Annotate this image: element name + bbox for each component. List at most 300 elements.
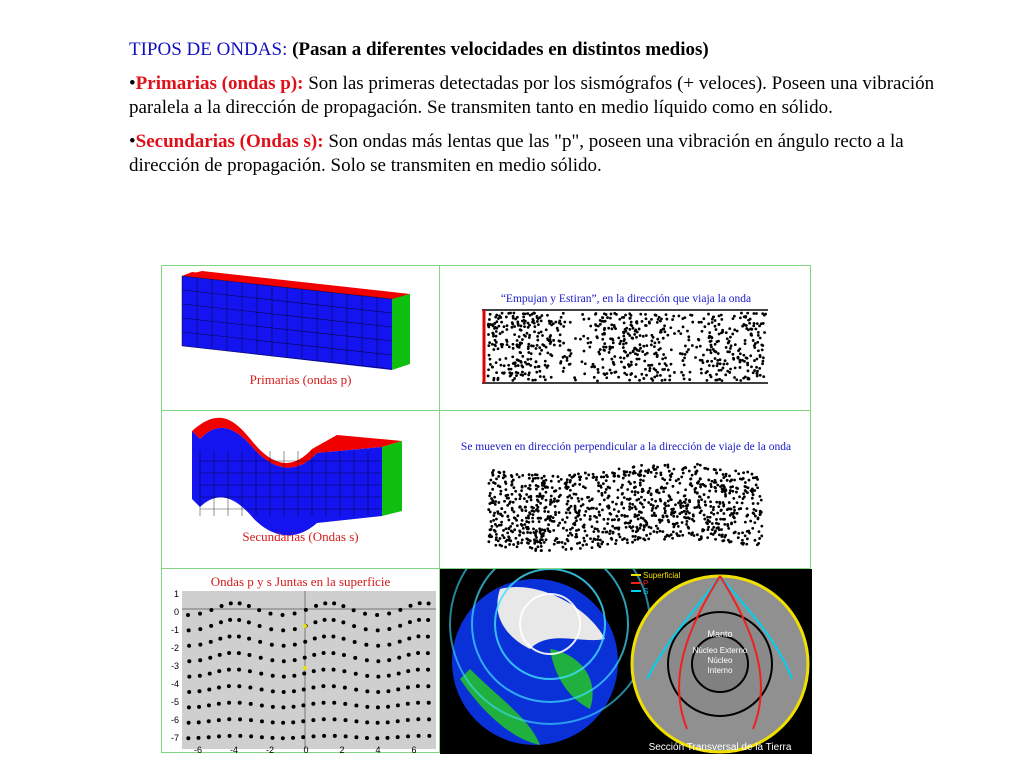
secundarias-label: Secundarias (Ondas s): bbox=[135, 130, 324, 152]
particle-dot bbox=[759, 355, 762, 358]
particle-dot bbox=[737, 349, 740, 352]
particle-dot bbox=[595, 476, 598, 479]
particle-dot bbox=[499, 537, 502, 540]
particle-dot bbox=[649, 487, 652, 490]
particle-dot bbox=[671, 318, 674, 321]
particle-dot bbox=[281, 613, 285, 617]
particle-dot bbox=[658, 362, 661, 365]
particle-dot bbox=[544, 364, 547, 367]
particle-dot bbox=[608, 532, 611, 535]
particle-dot bbox=[558, 339, 561, 342]
particle-dot bbox=[643, 499, 646, 502]
particle-dot bbox=[602, 471, 605, 474]
particle-dot bbox=[716, 359, 719, 362]
particle-dot bbox=[566, 356, 569, 359]
particle-dot bbox=[589, 325, 592, 328]
particle-dot bbox=[301, 735, 305, 739]
particle-dot bbox=[618, 468, 621, 471]
particle-dot bbox=[666, 534, 669, 537]
surface-plot bbox=[162, 569, 439, 754]
particle-dot bbox=[490, 520, 493, 523]
particle-dot bbox=[676, 515, 679, 518]
particle-dot bbox=[332, 684, 336, 688]
particle-dot bbox=[704, 467, 707, 470]
particle-dot bbox=[574, 510, 577, 513]
particle-dot bbox=[270, 643, 274, 647]
particle-dot bbox=[664, 362, 667, 365]
particle-dot bbox=[661, 530, 664, 533]
particle-dot bbox=[581, 313, 584, 316]
particle-dot bbox=[543, 475, 546, 478]
particle-dot bbox=[552, 475, 555, 478]
particle-dot bbox=[507, 364, 510, 367]
particle-dot bbox=[715, 328, 718, 331]
particle-dot bbox=[742, 354, 745, 357]
particle-dot bbox=[731, 353, 734, 356]
particle-dot bbox=[650, 493, 653, 496]
particle-dot bbox=[667, 463, 670, 466]
particle-dot bbox=[500, 321, 503, 324]
particle-dot bbox=[686, 510, 689, 513]
particle-dot bbox=[575, 529, 578, 532]
particle-dot bbox=[539, 316, 542, 319]
particle-dot bbox=[488, 482, 491, 485]
particle-dot bbox=[588, 346, 591, 349]
particle-dot bbox=[516, 321, 519, 324]
particle-dot bbox=[292, 689, 296, 693]
particle-dot bbox=[747, 369, 750, 372]
particle-dot bbox=[625, 327, 628, 330]
particle-dot bbox=[752, 511, 755, 514]
particle-dot bbox=[716, 364, 719, 367]
particle-dot bbox=[643, 360, 646, 363]
particle-dot bbox=[636, 528, 639, 531]
particle-dot bbox=[664, 378, 667, 381]
particle-dot bbox=[629, 502, 632, 505]
page-subtitle: (Pasan a diferentes velocidades en distintos medios) bbox=[292, 39, 709, 60]
particle-dot bbox=[519, 342, 522, 345]
particle-dot bbox=[714, 357, 717, 360]
particle-dot bbox=[670, 511, 673, 514]
particle-dot bbox=[623, 515, 626, 518]
particle-dot bbox=[755, 312, 758, 315]
particle-dot bbox=[495, 536, 498, 539]
particle-dot bbox=[537, 477, 540, 480]
particle-dot bbox=[653, 376, 656, 379]
particle-dot bbox=[528, 473, 531, 476]
particle-dot bbox=[699, 483, 702, 486]
particle-dot bbox=[513, 333, 516, 336]
particle-dot bbox=[562, 527, 565, 530]
particle-dot bbox=[591, 546, 594, 549]
particle-dot bbox=[716, 379, 719, 382]
particle-dot bbox=[711, 522, 714, 525]
particle-dot bbox=[678, 482, 681, 485]
particle-dot bbox=[518, 335, 521, 338]
particle-dot bbox=[686, 520, 689, 523]
particle-dot bbox=[186, 736, 190, 740]
particle-dot bbox=[632, 349, 635, 352]
particle-dot bbox=[569, 481, 572, 484]
particle-dot bbox=[536, 339, 539, 342]
particle-dot bbox=[677, 491, 680, 494]
particle-dot bbox=[353, 656, 357, 660]
particle-dot bbox=[516, 316, 519, 319]
particle-dot bbox=[576, 515, 579, 518]
particle-dot bbox=[722, 476, 725, 479]
particle-dot bbox=[408, 620, 412, 624]
surface-caption: Ondas p y s Juntas en la superficie bbox=[210, 574, 391, 589]
particle-dot bbox=[593, 366, 596, 369]
particle-dot bbox=[579, 338, 582, 341]
particle-dot bbox=[653, 352, 656, 355]
particle-dot bbox=[662, 353, 665, 356]
particle-dot bbox=[578, 476, 581, 479]
particle-dot bbox=[728, 501, 731, 504]
particle-dot bbox=[597, 542, 600, 545]
particle-dot bbox=[622, 331, 625, 334]
particle-dot bbox=[631, 535, 634, 538]
primarias-text: Son las primeras detectadas por los sismógrafos (+ veloces). Poseen una vibración paralela a la dirección de propagación. Se transmiten tanto en medio líquido como en sólido. bbox=[129, 72, 935, 118]
particle-dot bbox=[517, 541, 520, 544]
particle-dot bbox=[756, 341, 759, 344]
particle-dot bbox=[497, 484, 500, 487]
particle-dot bbox=[641, 320, 644, 323]
particle-dot bbox=[559, 333, 562, 336]
particle-dot bbox=[574, 506, 577, 509]
particle-dot bbox=[571, 476, 574, 479]
secundarias-paragraph bbox=[129, 130, 969, 179]
particle-dot bbox=[623, 372, 626, 375]
particle-dot bbox=[528, 371, 531, 374]
particle-dot bbox=[651, 379, 654, 382]
particle-dot bbox=[615, 515, 618, 518]
particle-dot bbox=[726, 362, 729, 365]
particle-dot bbox=[313, 620, 317, 624]
particle-dot bbox=[541, 343, 544, 346]
particle-dot bbox=[259, 672, 263, 676]
particle-dot bbox=[512, 317, 515, 320]
particle-dot bbox=[649, 367, 652, 370]
particle-dot bbox=[611, 501, 614, 504]
particle-dot bbox=[506, 494, 509, 497]
particle-dot bbox=[602, 475, 605, 478]
s-wave-block-illustration bbox=[162, 411, 439, 536]
particle-dot bbox=[506, 532, 509, 535]
particle-dot bbox=[622, 507, 625, 510]
particle-dot bbox=[593, 376, 596, 379]
particle-dot bbox=[220, 604, 224, 608]
particle-dot bbox=[292, 674, 296, 678]
particle-dot bbox=[672, 508, 675, 511]
particle-dot bbox=[629, 482, 632, 485]
particle-dot bbox=[700, 368, 703, 371]
particle-dot bbox=[386, 689, 390, 693]
particle-dot bbox=[532, 527, 535, 530]
particle-dot bbox=[526, 541, 529, 544]
particle-dot bbox=[227, 651, 231, 655]
particle-dot bbox=[610, 358, 613, 361]
particle-dot bbox=[669, 326, 672, 329]
particle-dot bbox=[584, 486, 587, 489]
particle-dot bbox=[514, 490, 517, 493]
particle-dot bbox=[668, 496, 671, 499]
particle-dot bbox=[534, 473, 537, 476]
particle-dot bbox=[499, 332, 502, 335]
particle-dot bbox=[747, 319, 750, 322]
particle-dot bbox=[754, 328, 757, 331]
particle-dot bbox=[498, 358, 501, 361]
particle-dot bbox=[717, 505, 720, 508]
particle-dot bbox=[661, 368, 664, 371]
particle-dot bbox=[699, 506, 702, 509]
particle-dot bbox=[756, 372, 759, 375]
particle-dot bbox=[757, 542, 760, 545]
particle-dot bbox=[707, 479, 710, 482]
particle-dot bbox=[652, 336, 655, 339]
particle-dot bbox=[487, 508, 490, 511]
particle-dot bbox=[562, 370, 565, 373]
particle-dot bbox=[743, 315, 746, 318]
particle-dot bbox=[597, 368, 600, 371]
particle-dot bbox=[533, 330, 536, 333]
particle-dot bbox=[722, 484, 725, 487]
particle-dot bbox=[354, 672, 358, 676]
particle-dot bbox=[427, 717, 431, 721]
particle-dot bbox=[634, 539, 637, 542]
particle-dot bbox=[521, 538, 524, 541]
primarias-paragraph bbox=[129, 72, 969, 121]
particle-dot bbox=[354, 719, 358, 723]
particle-dot bbox=[416, 634, 420, 638]
particle-dot bbox=[721, 331, 724, 334]
particle-dot bbox=[673, 526, 676, 529]
particle-dot bbox=[647, 501, 650, 504]
particle-dot bbox=[629, 352, 632, 355]
particle-dot bbox=[759, 513, 762, 516]
particle-dot bbox=[639, 334, 642, 337]
particle-dot bbox=[677, 330, 680, 333]
particle-dot bbox=[364, 627, 368, 631]
particle-dot bbox=[748, 322, 751, 325]
particle-dot bbox=[639, 523, 642, 526]
particle-dot bbox=[554, 511, 557, 514]
particle-dot bbox=[715, 522, 718, 525]
particle-dot bbox=[654, 341, 657, 344]
particle-dot bbox=[660, 487, 663, 490]
particle-dot bbox=[679, 530, 682, 533]
particle-dot bbox=[685, 498, 688, 501]
particle-dot bbox=[526, 531, 529, 534]
particle-dot bbox=[638, 349, 641, 352]
figure-grid bbox=[161, 265, 811, 753]
particle-dot bbox=[675, 479, 678, 482]
particle-dot bbox=[709, 340, 712, 343]
particle-dot bbox=[510, 374, 513, 377]
particle-dot bbox=[703, 493, 706, 496]
particle-dot bbox=[744, 481, 747, 484]
particle-dot bbox=[548, 549, 551, 552]
particle-dot bbox=[679, 332, 682, 335]
particle-dot bbox=[550, 501, 553, 504]
particle-dot bbox=[633, 481, 636, 484]
s-particles-caption: Se mueven en dirección perpendicular a la dirección de viaje de la onda bbox=[460, 441, 792, 453]
particle-dot bbox=[574, 379, 577, 382]
particle-dot bbox=[598, 503, 601, 506]
particle-dot bbox=[647, 537, 650, 540]
layer-nucleo: Núcleo bbox=[707, 656, 733, 665]
particle-dot bbox=[535, 536, 538, 539]
particle-dot bbox=[632, 466, 635, 469]
particle-dot bbox=[608, 512, 611, 515]
particle-dot bbox=[563, 321, 566, 324]
particle-dot bbox=[386, 705, 390, 709]
particle-dot bbox=[259, 656, 263, 660]
particle-dot bbox=[518, 493, 521, 496]
particle-dot bbox=[725, 473, 728, 476]
particle-dot bbox=[683, 364, 686, 367]
particle-dot bbox=[612, 339, 615, 342]
particle-dot bbox=[683, 510, 686, 513]
particle-dot bbox=[302, 687, 306, 691]
particle-dot bbox=[758, 537, 761, 540]
particle-dot bbox=[494, 482, 497, 485]
particle-dot bbox=[386, 736, 390, 740]
particle-dot bbox=[758, 530, 761, 533]
particle-dot bbox=[516, 545, 519, 548]
particle-dot bbox=[746, 312, 749, 315]
particle-dot bbox=[698, 321, 701, 324]
particle-dot bbox=[647, 471, 650, 474]
particle-dot bbox=[680, 506, 683, 509]
particle-dot bbox=[613, 508, 616, 511]
particle-dot bbox=[558, 522, 561, 525]
particle-dot bbox=[521, 371, 524, 374]
particle-dot bbox=[658, 341, 661, 344]
particle-dot bbox=[590, 365, 593, 368]
particle-dot bbox=[398, 640, 402, 644]
particle-dot bbox=[760, 343, 763, 346]
particle-dot bbox=[502, 372, 505, 375]
particle-dot bbox=[636, 353, 639, 356]
particle-dot bbox=[739, 352, 742, 355]
particle-dot bbox=[739, 361, 742, 364]
particle-dot bbox=[426, 635, 430, 639]
particle-dot bbox=[269, 627, 273, 631]
particle-dot bbox=[734, 366, 737, 369]
particle-dot bbox=[538, 370, 541, 373]
particle-dot bbox=[673, 468, 676, 471]
particle-dot bbox=[663, 538, 666, 541]
particle-dot bbox=[753, 346, 756, 349]
particle-dot bbox=[642, 335, 645, 338]
particle-dot bbox=[707, 313, 710, 316]
particle-dot bbox=[730, 521, 733, 524]
particle-dot bbox=[754, 539, 757, 542]
particle-dot bbox=[387, 674, 391, 678]
particle-dot bbox=[669, 478, 672, 481]
particle-dot bbox=[396, 719, 400, 723]
particle-dot bbox=[342, 653, 346, 657]
particle-dot bbox=[715, 501, 718, 504]
particle-dot bbox=[526, 312, 529, 315]
earth-section-diagram bbox=[627, 569, 812, 754]
particle-dot bbox=[207, 719, 211, 723]
particle-dot bbox=[519, 351, 522, 354]
particle-dot bbox=[490, 497, 493, 500]
particle-dot bbox=[508, 543, 511, 546]
particle-dot bbox=[724, 534, 727, 537]
particle-dot bbox=[681, 521, 684, 524]
particle-dot bbox=[621, 484, 624, 487]
particle-dot bbox=[606, 496, 609, 499]
particle-dot bbox=[517, 364, 520, 367]
particle-dot bbox=[670, 363, 673, 366]
particle-dot bbox=[639, 313, 642, 316]
particle-dot bbox=[733, 506, 736, 509]
particle-dot bbox=[717, 352, 720, 355]
particle-dot bbox=[575, 535, 578, 538]
particle-dot bbox=[406, 669, 410, 673]
particle-dot bbox=[541, 488, 544, 491]
particle-dot bbox=[406, 702, 410, 706]
particle-dot bbox=[733, 315, 736, 318]
particle-dot bbox=[427, 701, 431, 705]
particle-dot bbox=[228, 634, 232, 638]
particle-dot bbox=[562, 312, 565, 315]
particle-dot bbox=[322, 717, 326, 721]
particle-dot bbox=[707, 322, 710, 325]
particle-dot bbox=[649, 532, 652, 535]
particle-dot bbox=[732, 515, 735, 518]
particle-dot bbox=[677, 525, 680, 528]
particle-dot bbox=[531, 313, 534, 316]
particle-dot bbox=[559, 323, 562, 326]
particle-dot bbox=[217, 734, 221, 738]
particle-dot bbox=[700, 498, 703, 501]
particle-dot bbox=[561, 541, 564, 544]
particle-dot bbox=[365, 736, 369, 740]
particle-dot bbox=[497, 501, 500, 504]
particle-dot bbox=[567, 500, 570, 503]
particle-dot bbox=[550, 480, 553, 483]
particle-dot bbox=[611, 519, 614, 522]
particle-dot bbox=[217, 702, 221, 706]
particle-dot bbox=[673, 371, 676, 374]
particle-dot bbox=[691, 474, 694, 477]
particle-dot bbox=[599, 539, 602, 542]
particle-dot bbox=[762, 375, 765, 378]
particle-dot bbox=[699, 495, 702, 498]
particle-dot bbox=[545, 328, 548, 331]
particle-dot bbox=[708, 489, 711, 492]
particle-dot bbox=[655, 489, 658, 492]
particle-dot bbox=[615, 503, 618, 506]
particle-dot bbox=[543, 541, 546, 544]
particle-dot bbox=[536, 499, 539, 502]
particle-dot bbox=[511, 530, 514, 533]
particle-dot bbox=[751, 473, 754, 476]
particle-dot bbox=[727, 341, 730, 344]
particle-dot bbox=[716, 362, 719, 365]
particle-dot bbox=[731, 333, 734, 336]
particle-dot bbox=[586, 534, 589, 537]
particle-dot bbox=[529, 531, 532, 534]
particle-dot bbox=[492, 335, 495, 338]
particle-dot bbox=[671, 537, 674, 540]
particle-dot bbox=[332, 618, 336, 622]
particle-dot bbox=[521, 486, 524, 489]
